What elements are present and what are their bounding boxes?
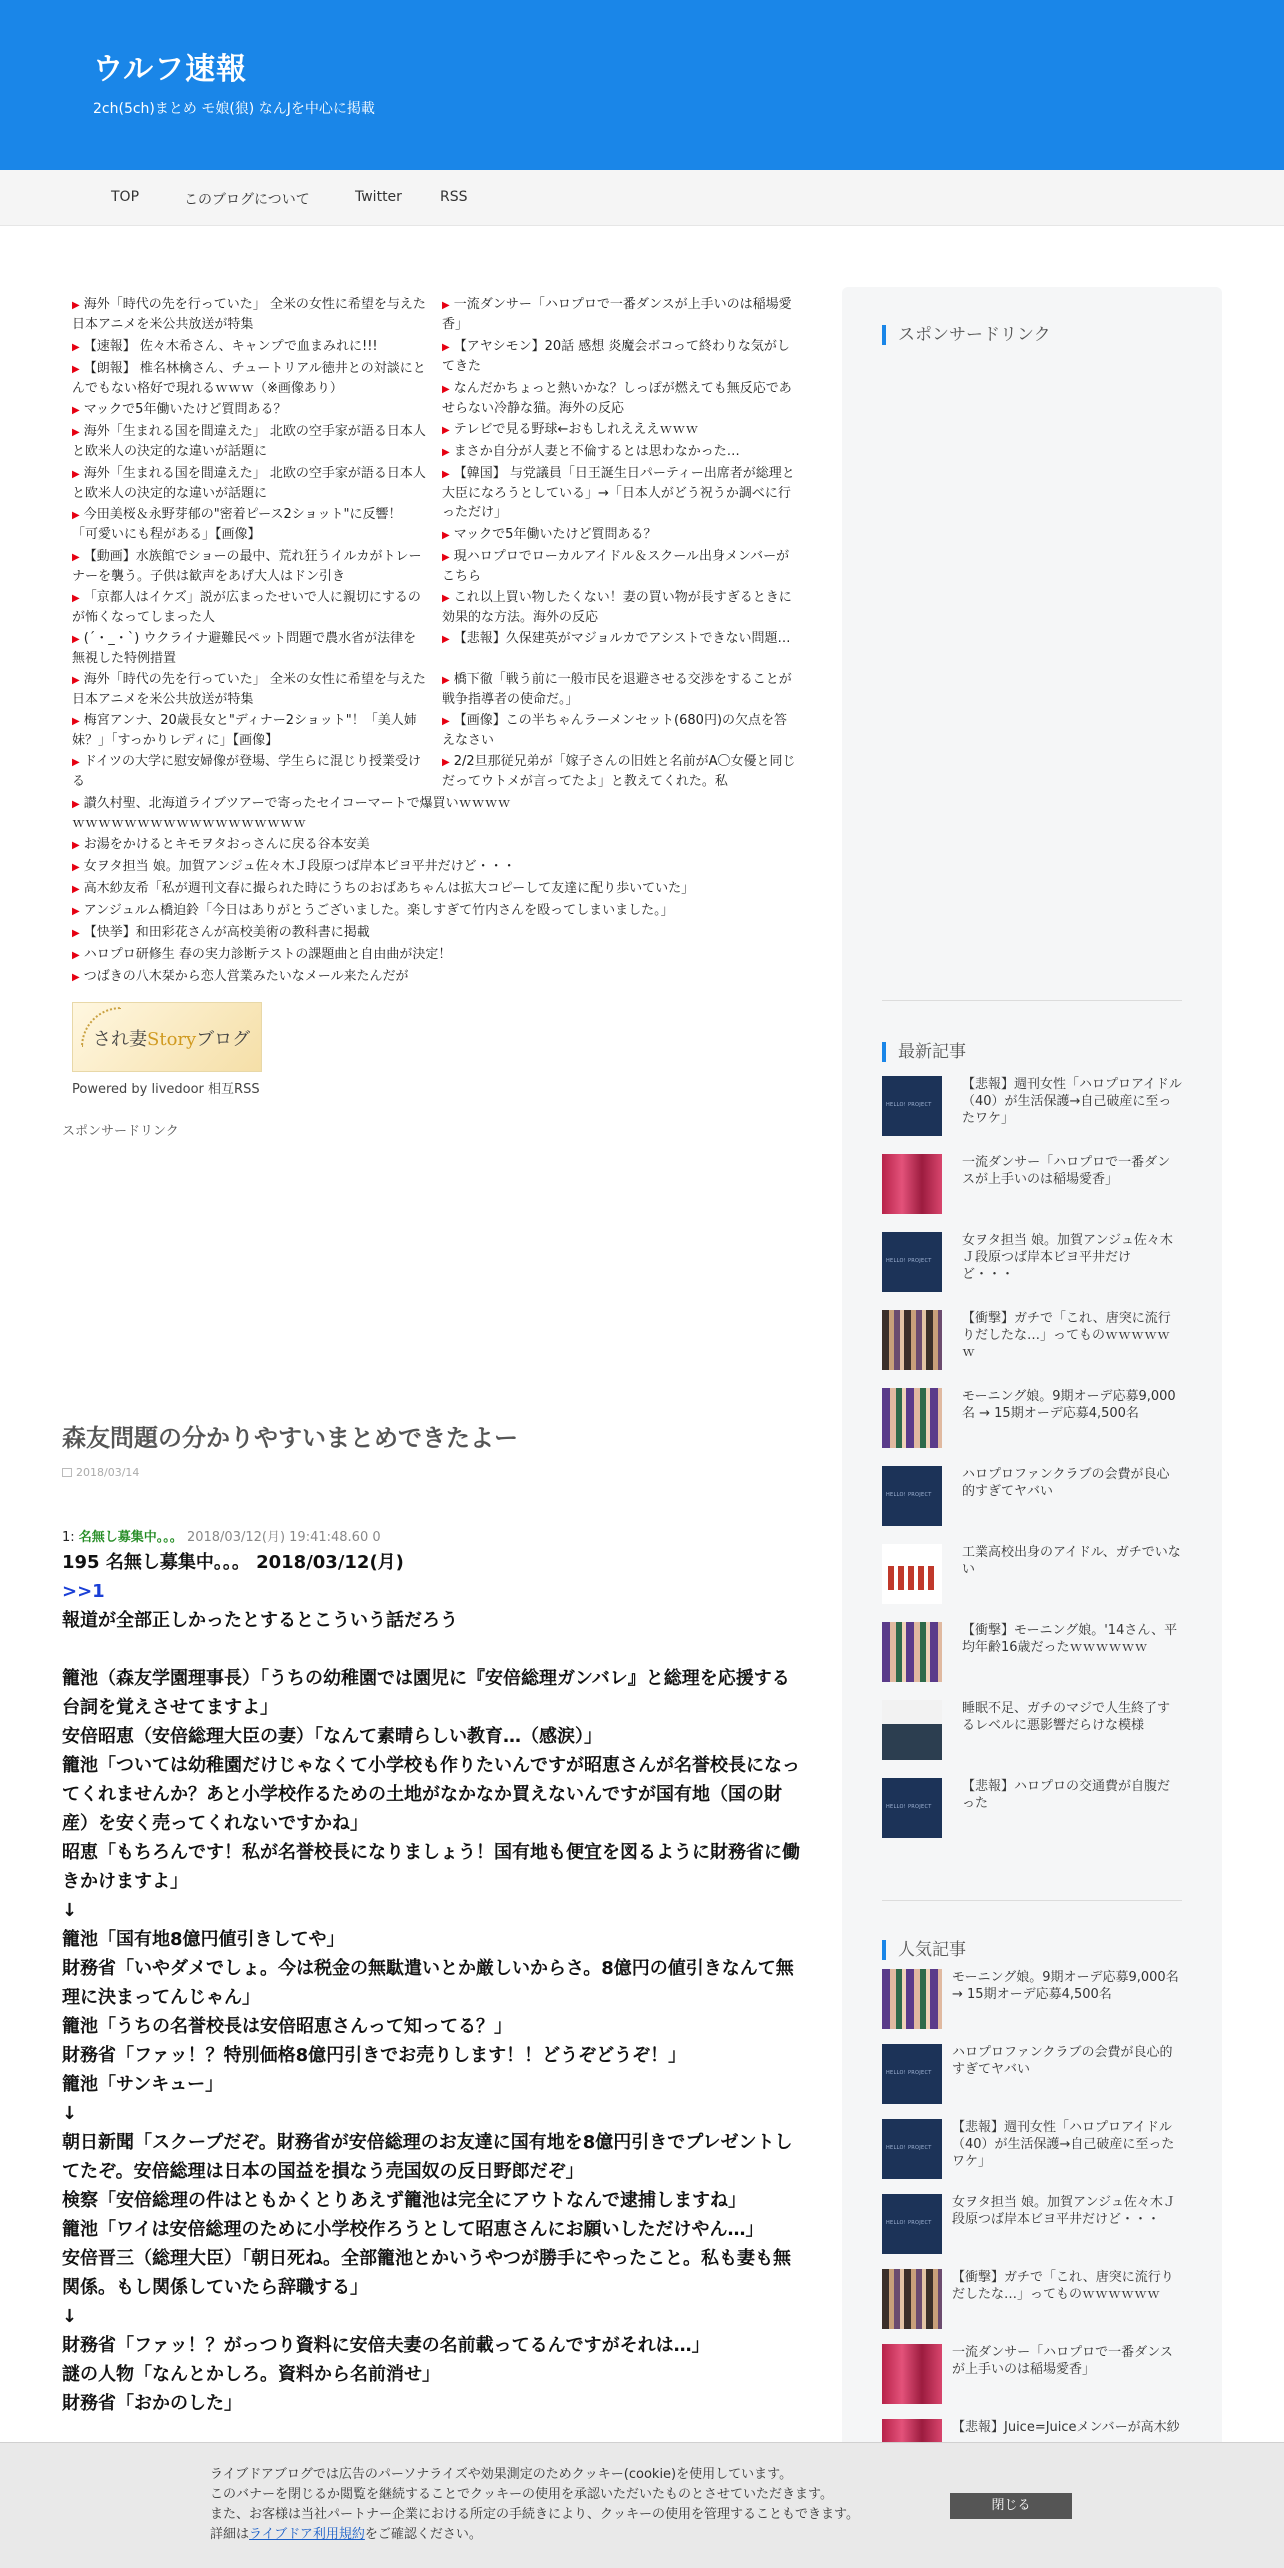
powered-by[interactable]: Powered by livedoor 相互RSS — [72, 1082, 260, 1097]
article-thumbnail[interactable] — [882, 2194, 942, 2254]
triangle-icon: ▶ — [72, 300, 80, 311]
triangle-icon: ▶ — [72, 552, 80, 563]
poster-name: 名無し募集中。。。 — [78, 1530, 183, 1545]
rss-item[interactable]: ▶ 讃久村聖、北海道ライブツアーで寄ったセイコーマートで爆買いｗｗｗｗｗｗｗｗｗｗｗｗｗｗｗｗｗｗｗｗｗｗ — [72, 796, 511, 831]
triangle-icon: ▶ — [442, 300, 450, 311]
close-button[interactable]: 閉じる — [950, 2493, 1072, 2519]
divider — [882, 1000, 1182, 1001]
article-thumbnail[interactable] — [882, 2044, 942, 2104]
cookie-consent-banner — [0, 2442, 1284, 2568]
article-date: 2018/03/14 — [62, 1466, 139, 1479]
rss-item[interactable]: ▶ 現ハロプロでローカルアイドル＆スクール出身メンバーがこちら — [442, 549, 790, 584]
popular-articles-heading: 人気記事 — [882, 1940, 966, 1960]
global-nav — [0, 170, 1284, 226]
triangle-icon: ▶ — [72, 510, 80, 521]
nav-about[interactable]: このブログについて — [184, 192, 310, 208]
post-header: 1: 名無し募集中。。。 2018/03/12(月) 19:41:48.60 0 — [62, 1530, 381, 1545]
article-thumbnail[interactable] — [882, 1154, 942, 1214]
triangle-icon: ▶ — [442, 425, 450, 436]
triangle-icon: ▶ — [442, 384, 450, 395]
rss-item[interactable]: ▶ 【動画】水族館でショーの最中、荒れ狂うイルカがトレーナーを襲う。子供は歓声をあげ大人はドン引き — [72, 549, 422, 584]
rss-item[interactable]: ▶ 橋下徹「戦う前に一般市民を退避させる交渉をすることが戦争指導者の使命だ。」 — [442, 672, 792, 707]
triangle-icon: ▶ — [72, 364, 80, 375]
site-title[interactable]: ウルフ速報 — [93, 52, 248, 87]
calendar-icon — [62, 1468, 72, 1477]
rss-item[interactable]: ▶ テレビで見る野球←おもしれえええｗｗｗ — [442, 420, 797, 440]
article-thumbnail[interactable] — [882, 2269, 942, 2329]
nav-rss[interactable]: RSS — [440, 189, 468, 205]
triangle-icon: ▶ — [72, 928, 80, 939]
rss-item[interactable]: ▶ 【画像】この半ちゃんラーメンセット(680円)の欠点を答えなさい — [442, 713, 788, 748]
rss-item[interactable]: ▶ アンジュルム橋迫鈴「今日はありがとうございました。楽しすぎて竹内さんを殴ってしまいました。」 — [72, 901, 772, 921]
latest-articles-heading: 最新記事 — [882, 1042, 966, 1062]
sarezuma-story-banner[interactable] — [72, 1002, 262, 1072]
triangle-icon: ▶ — [442, 593, 450, 604]
triangle-icon: ▶ — [72, 757, 80, 768]
post-timestamp: 2018/03/12(月) 19:41:48.60 0 — [186, 1530, 381, 1545]
sponsored-link-label: スポンサードリンク — [62, 1124, 179, 1139]
rss-item[interactable]: ▶ 一流ダンサー「ハロプロで一番ダンスが上手いのは稲場愛香」 — [442, 297, 792, 332]
triangle-icon: ▶ — [72, 469, 80, 480]
triangle-icon: ▶ — [442, 530, 450, 541]
triangle-icon: ▶ — [72, 593, 80, 604]
rss-item[interactable]: ▶ 【韓国】 与党議員「日王誕生日パーティー出席者が総理と大臣になろうとしている」→「日本人がどう祝うか調べに行っただけ」 — [442, 466, 795, 520]
article-thumbnail[interactable] — [882, 1310, 942, 1370]
triangle-icon: ▶ — [72, 634, 80, 645]
rss-item[interactable]: ▶ 【朗報】 椎名林檎さん、チュートリアル徳井との対談にとんでもない格好で現れるｗｗｗ（※画像あり） — [72, 361, 426, 396]
rss-item[interactable]: ▶ なんだかちょっと熱いかな？しっぽが燃えても無反応であせらない冷静な猫。海外の反応 — [442, 381, 792, 416]
rss-item[interactable]: ▶ 【速報】 佐々木希さん、キャンプで血まみれに!!! — [72, 337, 427, 357]
rss-item[interactable]: ▶ 海外「生まれる国を間違えた」 北欧の空手家が語る日本人と欧米人の決定的な違いが話題に — [72, 424, 426, 459]
article-thumbnail[interactable] — [882, 2119, 942, 2179]
triangle-icon: ▶ — [72, 799, 80, 810]
article-thumbnail[interactable] — [882, 1622, 942, 1682]
article-title[interactable]: 森友問題の分かりやすいまとめできたよー — [62, 1424, 518, 1452]
article-thumbnail[interactable] — [882, 1969, 942, 2029]
rss-item[interactable]: ▶ 海外「時代の先を行っていた」 全米の女性に希望を与えた日本アニメを米公共放送が特集 — [72, 672, 426, 707]
triangle-icon: ▶ — [72, 427, 80, 438]
divider — [882, 1900, 1182, 1901]
rss-item[interactable]: ▶ これ以上買い物したくない！妻の買い物が長すぎるときに効果的な方法。海外の反応 — [442, 590, 792, 625]
triangle-icon: ▶ — [442, 757, 450, 768]
rss-item[interactable]: ▶ 「京都人はイケズ」説が広まったせいで人に親切にするのが怖くなってしまった人 — [72, 590, 421, 625]
triangle-icon: ▶ — [442, 447, 450, 458]
rss-item[interactable]: ▶ 2/2旦那従兄弟が「嫁子さんの旧姓と名前がA〇女優と同じだってウトメが言ってたよ」と教えてくれた。私 — [442, 754, 796, 789]
nav-twitter[interactable]: Twitter — [355, 189, 402, 205]
rss-item[interactable]: ▶ 梅宮アンナ、20歳長女と"ディナー2ショット"！「美人姉妹？」「すっかりレディに」【画像】 — [72, 713, 417, 748]
rss-item[interactable]: ▶ 海外「時代の先を行っていた」 全米の女性に希望を与えた日本アニメを米公共放送が特集 — [72, 297, 426, 332]
rss-item[interactable]: ▶ 海外「生まれる国を間違えた」 北欧の空手家が語る日本人と欧米人の決定的な違いが話題に — [72, 466, 426, 501]
rss-item[interactable]: ▶ 今田美桜＆永野芽郁の"密着ピース2ショット"に反響！「可愛いにも程がある」【画像】 — [72, 507, 402, 542]
rss-item[interactable]: ▶ 女ヲタ担当 娘。加賀アンジュ佐々木Ｊ段原つば岸本ビヨ平井だけど・・・ — [72, 857, 772, 877]
triangle-icon: ▶ — [72, 950, 80, 961]
rss-item[interactable]: ▶ ハロプロ研修生 春の実力診断テストの課題曲と自由曲が決定！ — [72, 945, 772, 965]
rss-item[interactable]: ▶ つばきの八木栞から恋人営業みたいなメール来たんだが — [72, 967, 772, 987]
triangle-icon: ▶ — [442, 634, 450, 645]
rss-item[interactable]: ▶ お湯をかけるとキモヲタおっさんに戻る谷本安美 — [72, 835, 772, 855]
sidebar-sponsor-heading: スポンサードリンク — [882, 325, 1051, 345]
rss-item[interactable]: ▶ まさか自分が人妻と不倫するとは思わなかった… — [442, 442, 797, 462]
banner-text: され妻Storyブログ — [93, 1029, 251, 1050]
triangle-icon: ▶ — [72, 342, 80, 353]
article-thumbnail[interactable] — [882, 1700, 942, 1760]
triangle-icon: ▶ — [72, 405, 80, 416]
nav-top[interactable]: TOP — [111, 189, 140, 205]
triangle-icon: ▶ — [442, 716, 450, 727]
triangle-icon: ▶ — [442, 675, 450, 686]
reply-anchor-link[interactable]: >>1 — [62, 1581, 105, 1602]
article-thumbnail[interactable] — [882, 1388, 942, 1448]
triangle-icon: ▶ — [72, 675, 80, 686]
rss-item[interactable]: ▶ (´・_・`) ウクライナ避難民ペット問題で農水省が法律を無視した特例措置 — [72, 631, 417, 666]
triangle-icon: ▶ — [442, 469, 450, 480]
site-header — [0, 0, 1284, 170]
article-thumbnail[interactable] — [882, 1232, 942, 1292]
triangle-icon: ▶ — [72, 862, 80, 873]
rss-item[interactable]: ▶ マックで5年働いたけど質問ある？ — [442, 525, 797, 545]
article-thumbnail[interactable] — [882, 1778, 942, 1838]
cookie-consent-text: ライブドアブログでは広告のパーソナライズや効果測定のためクッキー(cookie)を使用しています。 このバナーを閉じるか閲覧を継続することでクッキーの使用を承認いただいたものとさせていただきます。 また、お客様は当社パートナー企業における所定の手続きにより、クッキーの使用を管理することもできます。 詳細はライブドア利用規約をご確認ください。 — [210, 2467, 859, 2542]
rss-item[interactable]: ▶ 【悲報】久保建英がマジョルカでアシストできない問題… — [442, 629, 797, 649]
article-thumbnail[interactable] — [882, 1076, 942, 1136]
rss-item[interactable]: ▶ ドイツの大学に慰安婦像が登場、学生らに混じり授業受ける — [72, 754, 422, 789]
terms-of-use-link[interactable]: ライブドア利用規約 — [249, 2527, 365, 2542]
rss-item[interactable]: ▶ マックで5年働いたけど質問ある？ — [72, 400, 427, 420]
rss-item[interactable]: ▶ 高木紗友希「私が週刊文春に撮られた時にうちのおばあちゃんは拡大コピーして友達に配り歩いていた」 — [72, 879, 772, 899]
article-thumbnail[interactable] — [882, 1466, 942, 1526]
triangle-icon: ▶ — [442, 342, 450, 353]
triangle-icon: ▶ — [72, 716, 80, 727]
triangle-icon: ▶ — [72, 906, 80, 917]
triangle-icon: ▶ — [72, 840, 80, 851]
article-thumbnail[interactable] — [882, 1544, 942, 1604]
post-body: 195 名無し募集中。。。 2018/03/12(月) >>1 報道が全部正しかったとするとこういう話だろう 籠池（森友学園理事長）「うちの幼稚園では園児に『安倍総理ガンバレ』と総理を応援する台詞を覚えさせてますよ」 安倍昭恵（安倍総理大臣の妻）「なんて素晴らしい教育…（感涙）」 籠池「ついては幼稚園だけじゃなくて小学校も作りたいんですが昭恵さんが名誉校長になってくれませんか？あと小学校作るための土地がなかなか買えないんですが国有地（国の財産）を安く売ってくれないですかね」 昭恵「もちろんです！私が名誉校長になりましょう！国有地も便宜を図るように財務省に働きかけますよ」 ↓ 籠池「国有地8億円値引きしてや」 財務省「いやダメでしょ。今は税金の無駄遣いとか厳しいからさ。8億円の値引きなんて無理に決まってんじゃん」 籠池「うちの名誉校長は安倍昭恵さんって知ってる？」 財務省「ファッ！？特別価格8億円引きでお売りします！！どうぞどうぞ！」 籠池「サンキュー」 ↓ 朝日新聞「スクープだぞ。財務省が安倍総理のお友達に国有地を8億円引きでプレゼントしてたぞ。安倍総理は日本の国益を損なう売国奴の反日野郎だぞ」 検察「安倍総理の件はともかくとりあえず籠池は完全にアウトなんで逮捕しますね」 籠池「ワイは安倍総理のために小学校作ろうとして昭恵さんにお願いしただけやん…」 安倍晋三（総理大臣）「朝日死ね。全部籠池とかいうやつが勝手にやったこと。私も妻も無関係。もし関係していたら辞職する」 ↓ 財務省「ファッ！？がっつり資料に安倍夫妻の名前載ってるんですがそれは…」 謎の人物「なんとかしろ。資料から名前消せ」 財務省「おかのした」 — [62, 1552, 800, 2414]
article-thumbnail[interactable] — [882, 2344, 942, 2404]
triangle-icon: ▶ — [72, 972, 80, 983]
site-description: 2ch(5ch)まとめ モ娘(狼) なんJを中心に掲載 — [93, 101, 375, 117]
rss-item[interactable]: ▶ 【アヤシモン】20話 感想 炎魔会ボコって終わりな気がしてきた — [442, 339, 790, 374]
triangle-icon: ▶ — [72, 884, 80, 895]
triangle-icon: ▶ — [442, 552, 450, 563]
rss-item[interactable]: ▶ 【快挙】和田彩花さんが高校美術の教科書に掲載 — [72, 923, 772, 943]
sidebar: スポンサードリンク 最新記事 HELLO! PROJECT 【悲報】週刊女性「ハロプロアイドル（40）が生活保護→自己破産に至ったワケ」 一流ダンサー「ハロプロで一番ダンスが上手いのは稲場愛香」 HELLO! PROJECT 女ヲタ担当 娘。加賀アンジュ佐々木Ｊ段原つば岸本ビヨ平井だけど・・・ 【衝撃】ガチで「これ、唐突に流行りだしたな…」ってものｗｗｗｗｗｗ モーニング娘。9期オーデ応募9,000名 → 15期オーデ応募4,500名 HELLO! PROJECT ハロプロファンクラブの会費が良心的すぎてヤバい 工業高校出身のアイドル、ガチでいない 【衝撃】モーニング娘。'14さん、平均年齢16歳だったｗｗｗｗｗｗ 睡眠不足、ガチのマジで人生終了するレベルに悪影響だらけな模様 HELLO! PROJECT 【悲報】ハロプロの交通費が自腹だった 人気記事 モーニング娘。9期オーデ応募9,000名 → 15期オーデ応募4,500名 HELLO! PROJECT ハロプロファンクラブの会費が良心的すぎてヤバい HELLO! PROJECT 【悲報】週刊女性「ハロプロアイドル（40）が生活保護→自己破産に至ったワケ」 HELLO! PROJECT 女ヲタ担当 娘。加賀アンジュ佐々木Ｊ段原つば岸本ビヨ平井だけど・・・ 【衝撃】ガチで「これ、唐突に流行りだしたな…」ってものｗｗｗｗｗｗ 一流ダンサー「ハロプロで一番ダンスが上手いのは稲場愛香」 【悲報】Juice=Juiceメンバーが高木紗 — [842, 287, 1222, 2568]
